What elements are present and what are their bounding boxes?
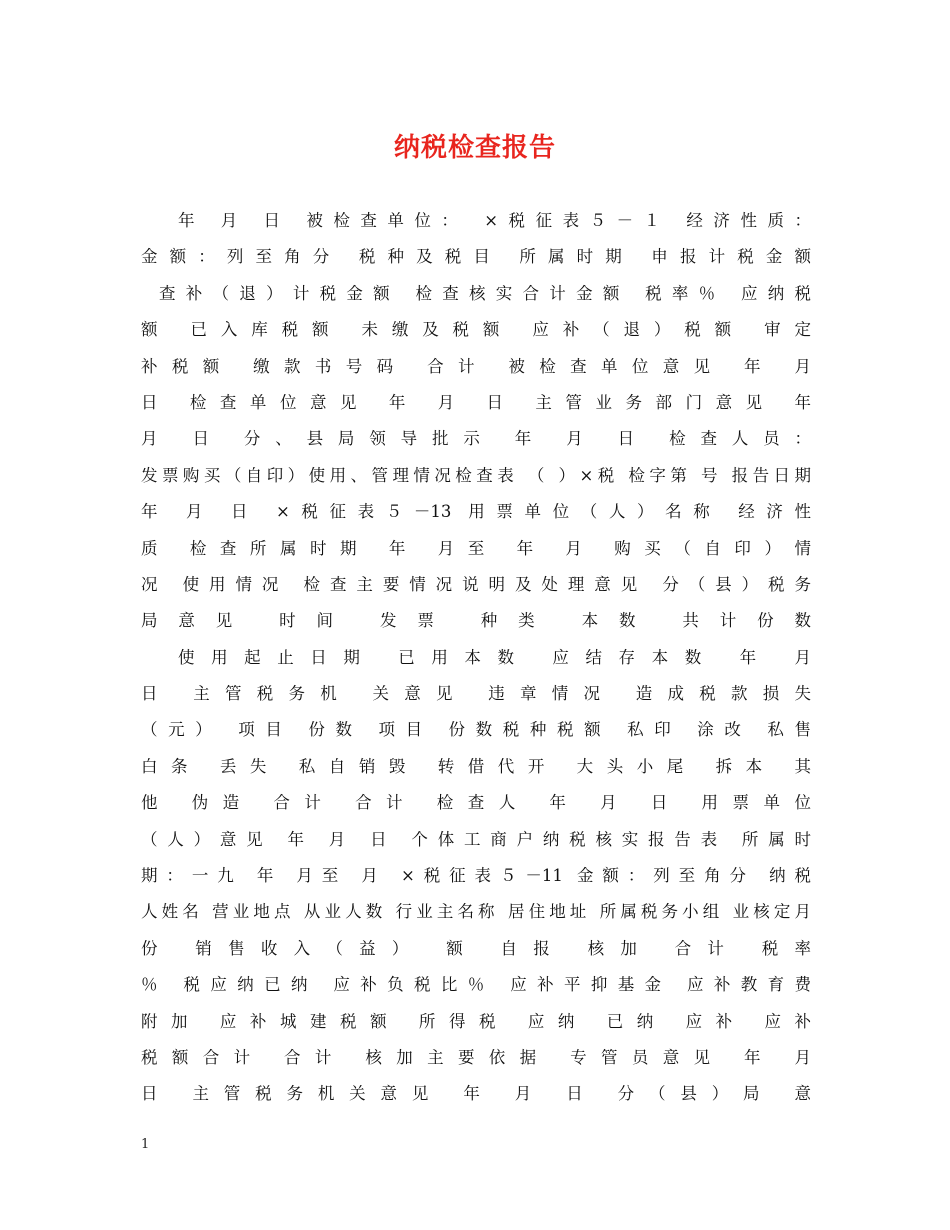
text-line: 他 伪造 合计 合计 检查人 年 月 日 用票单位: [141, 793, 811, 813]
text-line: 局意见 时间 发票 种类 本数 共计份数: [141, 611, 811, 631]
text-line: 补税额 缴款书号码 合计 被检查单位意见 年 月: [141, 356, 811, 376]
text-line: ％ 税应纳已纳 应补负税比％ 应补平抑基金 应补教育费: [141, 975, 811, 995]
document-title: 纳税检查报告: [393, 133, 556, 163]
text-line: 税额合计 合计 核加主要依据 专管员意见 年 月: [141, 1047, 811, 1067]
text-line: 查补（退）计税金额 检查核实合计金额 税率％ 应纳税: [159, 283, 811, 303]
text-line: （元） 项目 份数 项目 份数税种税额 私印 涂改 私售: [141, 720, 811, 740]
text-line: 发票购买（自印）使用、管理情况检查表 （ ）×税 检字第 号 报告日期: [141, 465, 811, 485]
text-line: 额 已入库税额 未缴及税额 应补（退）税额 审定: [141, 320, 811, 340]
text-line: 附加 应补城建税额 所得税 应纳 已纳 应补 应补: [141, 1011, 811, 1031]
text-line: 质 检查所属时期 年 月至 年 月 购买（自印）情: [141, 538, 811, 558]
page-number: 1: [141, 1137, 150, 1152]
text-line: 使用起止日期 已用本数 应结存本数 年 月: [178, 647, 811, 667]
document-body: [141, 203, 811, 1113]
text-line: （人）意见 年 月 日 个体工商户纳税核实报告表 所属时: [141, 829, 811, 849]
text-line: 况 使用情况 检查主要情况说明及处理意见 分（县）税务: [141, 574, 811, 594]
text-line: 金额：列至角分 税种及税目 所属时期 申报计税金额: [141, 247, 811, 267]
text-line: 期：一九 年 月至 月 ×税征表５－11 金额：列至角分 纳税: [141, 866, 811, 886]
text-line: 日 检查单位意见 年 月 日 主管业务部门意见 年: [141, 392, 811, 412]
text-line: 日 主管税务机关意见 年 月 日 分（县）局 意: [141, 1084, 811, 1104]
text-line: 年 月 日 被检查单位： ×税征表５－１ 经济性质：: [178, 211, 811, 230]
text-line: 日 主管税务机 关意见 违章情况 造成税款损失: [141, 684, 811, 704]
text-line: 月 日 分、县局领导批示 年 月 日 检查人员：: [141, 429, 811, 449]
text-line: 年 月 日 ×税征表５－13 用票单位（人）名称 经济性: [141, 502, 811, 522]
text-line: 白条 丢失 私自销毁 转借代开 大头小尾 拆本 其: [141, 756, 811, 776]
text-line: 人姓名 营业地点 从业人数 行业主名称 居住地址 所属税务小组 业核定月: [141, 902, 811, 922]
text-line: 份 销售收入（益） 额 自报 核加 合计 税率: [141, 938, 811, 958]
